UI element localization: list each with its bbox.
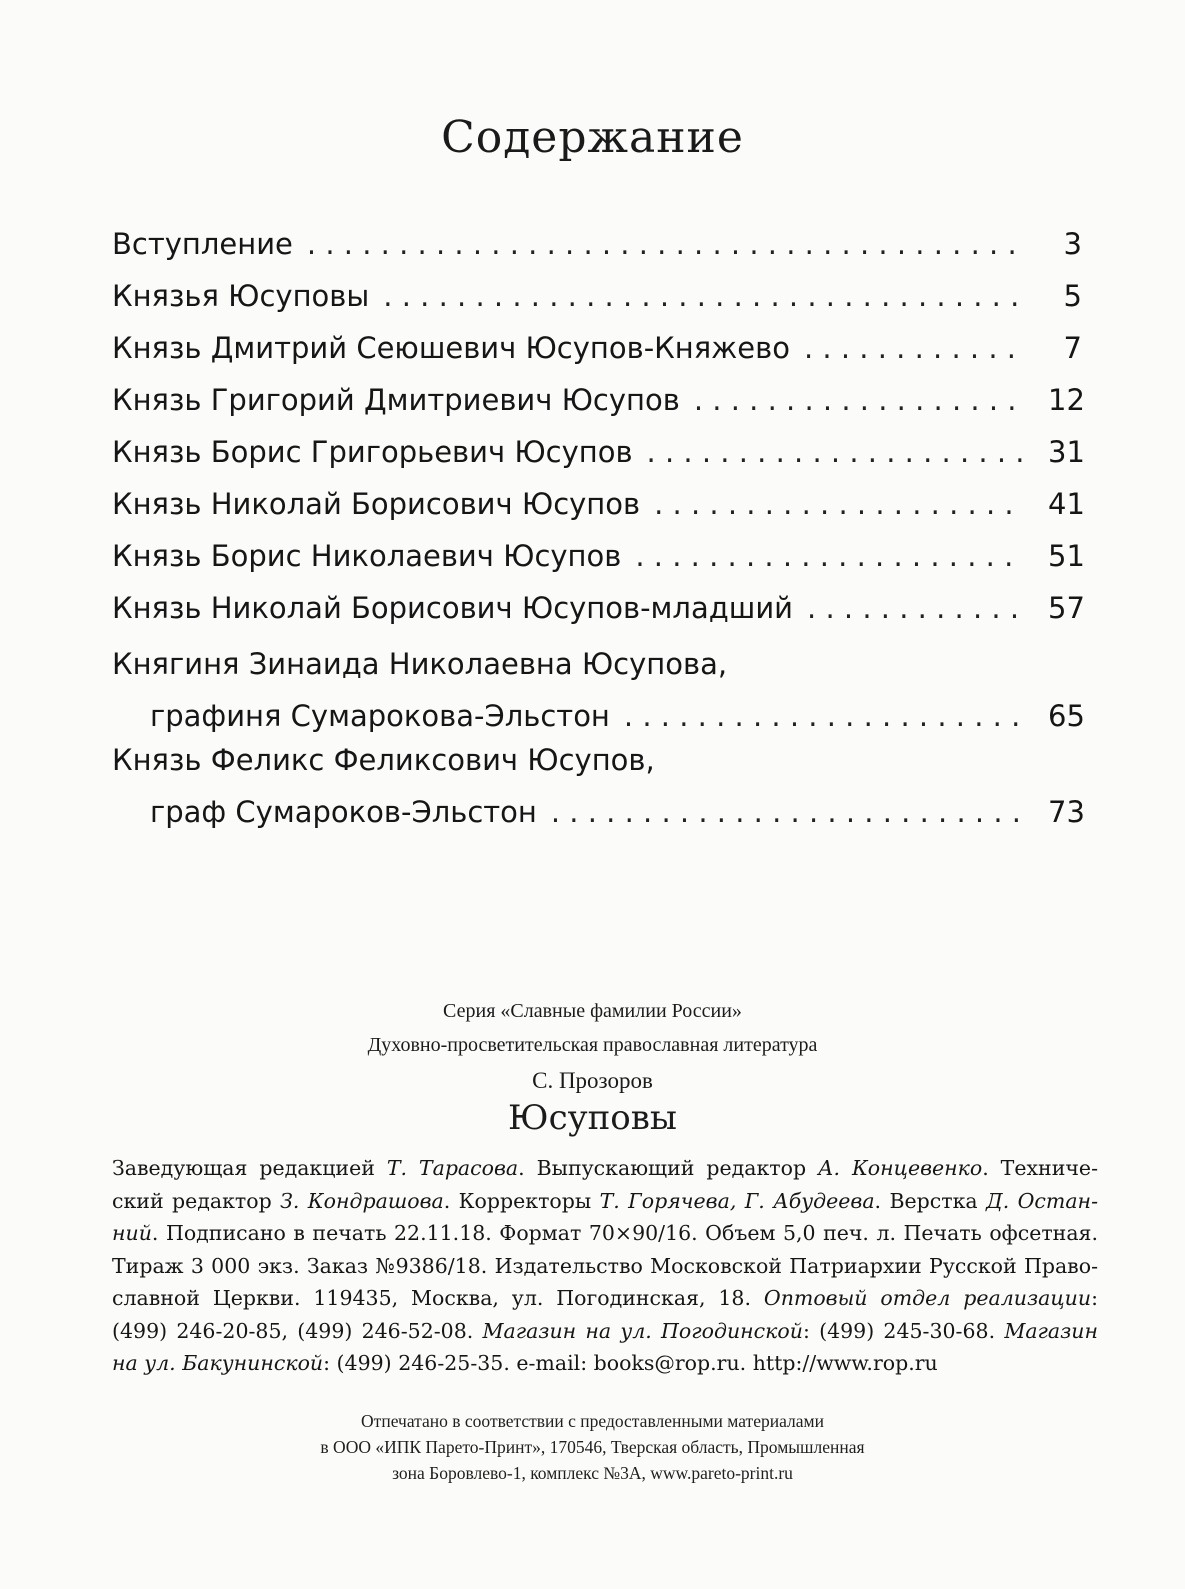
toc-entry-page: 5 [1063, 279, 1082, 313]
toc-entry [112, 478, 1085, 530]
credit-text: . Верстка [874, 1188, 987, 1213]
credit-name: З. Кондрашова [280, 1188, 444, 1213]
toc-leader-dots [694, 374, 1022, 426]
toc-entry-page: 3 [1063, 227, 1082, 261]
series-name: Серия «Славные фамилии России» [443, 1000, 742, 1022]
credit-text: : (499) 246-20-85, (499) 246-52-08. [112, 1286, 1099, 1343]
toc-entry-title: Князья Юсуповы [112, 279, 370, 313]
toc-entry-title-continued: графиня Сумарокова-Эльстон [150, 699, 610, 733]
genre-line: Духовно-просветительская православная литература [367, 1034, 818, 1056]
toc-entry [112, 374, 1085, 426]
toc-entry [112, 638, 1085, 742]
toc-leader-dots [654, 478, 1022, 530]
toc-entry-title: Вступление [112, 227, 293, 261]
publication-credits [112, 1152, 1098, 1380]
toc-leader-dots [383, 270, 1022, 322]
credit-text: . Технический редактор [112, 1156, 1098, 1213]
toc-entry-title: Князь Феликс Феликсович Юсупов, [112, 743, 655, 777]
toc-entry-page: 41 [1048, 487, 1085, 521]
credit-text: . Выпускающий редактор [518, 1156, 818, 1180]
toc-leader-dots [647, 426, 1022, 478]
credit-name: Д. Останний [112, 1188, 1098, 1245]
credit-text: . Подписано в печать 22.11.18. Формат 70×90/16. Объем 5,0 печ. л. Печать офсетная. Тираж 3 000 экз. Заказ №9386/18. Издательство Московской Патриархии Русской Православной Церкви. 119435, Москва, ул. Погодинская, 18. [112, 1221, 1098, 1310]
printer-line: Отпечатано в соответствии с предоставленными материалами [361, 1411, 824, 1431]
toc-entry-title: Князь Григорий Дмитриевич Юсупов [112, 383, 680, 417]
toc-entry-title: Князь Николай Борисович Юсупов [112, 487, 641, 521]
toc-entry-page: 7 [1063, 331, 1082, 365]
credit-name: Магазин на ул. Бакунинской [112, 1318, 1099, 1375]
credit-name: Т. Тарасова [386, 1156, 519, 1180]
toc-entry-title: Князь Дмитрий Сеюшевич Юсупов-Княжево [112, 331, 790, 365]
credit-text: : (499) 246-25-35. e-mail: books@rop.ru. http://www.rop.ru [323, 1351, 938, 1375]
toc-title: Содержание [441, 112, 744, 163]
printer-line: зона Боровлево-1, комплекс №3А, www.pareto-print.ru [392, 1463, 793, 1483]
credit-name: А. Концевенко [817, 1156, 983, 1180]
toc-leader-dots [635, 530, 1022, 582]
toc-leader-dots [807, 582, 1022, 634]
credit-text: . Корректоры [443, 1188, 600, 1213]
toc-entry-title: Князь Борис Григорьевич Юсупов [112, 435, 633, 469]
author-name: С. Прозоров [532, 1068, 653, 1093]
toc-entry-page: 73 [1048, 795, 1085, 829]
toc-entry [112, 322, 1082, 374]
toc-leader-dots [551, 786, 1022, 838]
credit-name: Т. Горячева, Г. Абудеева [599, 1188, 875, 1213]
toc-leader-dots [307, 218, 1022, 270]
toc-entry [112, 270, 1082, 322]
credit-text: Заведующая редакцией [112, 1156, 387, 1180]
toc-leader-dots [804, 322, 1022, 374]
printer-info [0, 1408, 1185, 1486]
toc-entry-page: 51 [1048, 539, 1085, 573]
book-title: Юсуповы [508, 1098, 677, 1138]
toc-entry-page: 65 [1048, 699, 1085, 733]
toc-entry-page: 57 [1048, 591, 1085, 625]
toc-entry [112, 218, 1082, 270]
toc-entry [112, 734, 1085, 838]
credit-name: Оптовый отдел реализации [763, 1286, 1092, 1310]
printer-line: в ООО «ИПК Парето-Принт», 170546, Тверская область, Промышленная [320, 1437, 865, 1457]
toc-entry [112, 530, 1085, 582]
toc-entry [112, 426, 1085, 478]
toc-entry-page: 12 [1048, 383, 1085, 417]
toc-entry-page: 31 [1048, 435, 1085, 469]
toc-entry-title: Княгиня Зинаида Николаевна Юсупова, [112, 647, 728, 681]
credit-name: Магазин на ул. Погодинской [482, 1318, 803, 1343]
credit-text: : (499) 245-30-68. [802, 1318, 1005, 1343]
toc-entry-title: Князь Николай Борисович Юсупов-младший [112, 591, 794, 625]
toc-entry-title-continued: граф Сумароков-Эльстон [150, 795, 537, 829]
toc-entry-title: Князь Борис Николаевич Юсупов [112, 539, 622, 573]
toc-entry [112, 582, 1085, 634]
